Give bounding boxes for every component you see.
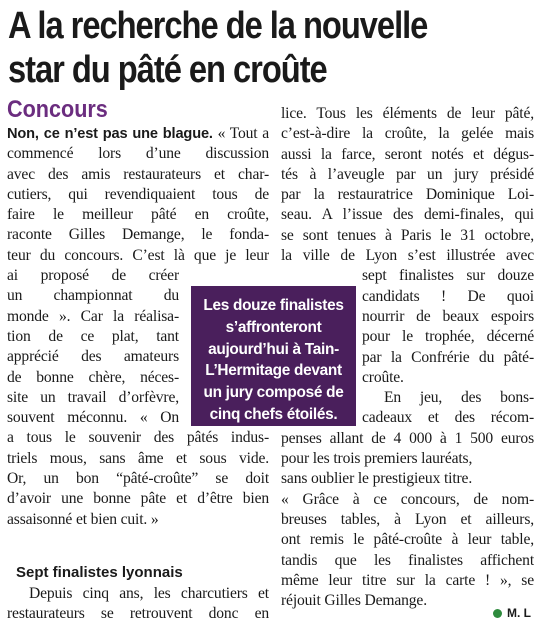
- text-line: ai proposé de créer: [7, 267, 179, 285]
- text-line: monde ». Car la réalisa-: [7, 307, 179, 325]
- text-fragment: « Tout a: [217, 125, 269, 142]
- text-line: aussi la farce, seront notés et dégus-: [281, 145, 534, 163]
- headline: [8, 4, 536, 92]
- text-line: sept finalistes sur douze: [362, 267, 534, 285]
- text-line: souvent méconnu. « On: [7, 409, 179, 427]
- pull-quote-line: aujourd’hui à Tain-: [208, 340, 339, 358]
- text-line: pour les trois premiers lauréats,: [281, 450, 473, 468]
- text-line: restaurateurs se retrouvent donc en: [7, 605, 269, 623]
- author-initials: M. L: [507, 606, 531, 620]
- text-line: faire le meilleur pâté en croûte,: [7, 206, 269, 224]
- text-line: pour le trophée, décerné: [362, 328, 534, 346]
- text-line: triels mous, sans âme et sous vide.: [7, 449, 269, 467]
- text-line: d’avoir une bonne pâte et d’être bien: [7, 490, 269, 508]
- pull-quote: [191, 286, 356, 426]
- text-line: la ville de Lyon s’est illustrée avec: [281, 247, 534, 265]
- text-line: site un travail d’orfèvre,: [7, 388, 179, 406]
- text-line: penses allant de 4 000 à 1 500 euros: [281, 429, 534, 447]
- text-line: ont remis le pâté-croûte à leur table,: [281, 531, 534, 549]
- text-line: cutiers, qui revendiquaient tous de: [7, 185, 269, 203]
- headline-line: A la recherche de la nouvelle: [8, 5, 428, 47]
- text-line: raconte Gilles Demange, le fonda-: [7, 226, 269, 244]
- pull-quote-line: Les douze finalistes: [203, 297, 344, 314]
- text-line: tandis que les finalistes affichent: [281, 551, 534, 569]
- text-line: se sont tenues à Paris le 31 octobre,: [281, 226, 534, 244]
- bullet-dot-icon: [493, 609, 502, 618]
- text-line: commencé lors d’une discussion: [7, 145, 269, 163]
- text-line: c’est-à-dire la croûte, la gelée mais: [281, 125, 534, 143]
- text-line: [7, 124, 269, 144]
- pull-quote-line: L’Hermitage devant: [205, 362, 342, 380]
- text-line: même leur titre sur la carte ! », se: [281, 571, 534, 589]
- text-line: assaisonné et bien cuit. »: [7, 510, 159, 528]
- text-line: teur du concours. C’est là que je leur: [7, 246, 269, 264]
- text-line: nourrir de beaux espoirs: [362, 307, 534, 325]
- author-signature: [493, 606, 531, 620]
- text-line: avec des amis restaurateurs et char-: [7, 165, 269, 183]
- text-line: breuses tables, à Lyon et ailleurs,: [281, 510, 534, 528]
- text-line: En jeu, des bons-: [384, 389, 534, 407]
- pull-quote-line: cinq chefs étoilés.: [209, 405, 338, 423]
- text-line: Depuis cinq ans, les charcutiers et: [29, 585, 269, 602]
- text-line: croûte.: [362, 368, 404, 386]
- text-line: cadeaux et des récom-: [362, 409, 534, 427]
- pull-quote-line: un jury composé de: [203, 384, 344, 402]
- text-line: Or, un bon “pâté-croûte” se doit: [7, 470, 269, 488]
- article-column-1-continued: [7, 584, 269, 625]
- text-line: tion de ce plat, tant: [7, 327, 179, 345]
- pull-quote-line: s’affronteront: [225, 318, 322, 336]
- text-line: par la Confrérie du pâté-: [362, 348, 534, 366]
- text-line: seau. A l’issue des demi-finales, qui: [281, 206, 534, 224]
- text-line: un championnat du: [7, 287, 179, 305]
- text-line: candidats ! De quoi: [362, 287, 534, 305]
- lead-phrase: Non, ce n’est pas une blague.: [7, 126, 213, 142]
- text-line: lice. Tous les éléments de leur pâté,: [281, 105, 534, 122]
- text-line: de bonne chère, néces-: [7, 368, 179, 386]
- text-line: « Grâce à ce concours, de nom-: [281, 490, 534, 508]
- section-rubric: Concours: [7, 96, 108, 123]
- text-line: apprécié des amateurs: [7, 348, 179, 366]
- text-line: réjouit Gilles Demange.: [281, 592, 427, 610]
- text-line: sans oublier le prestigieux titre.: [281, 470, 473, 488]
- text-line: tés à l’aveugle par un jury présidé: [281, 165, 534, 183]
- subheading: Sept finalistes lyonnais: [16, 564, 183, 581]
- text-line: par la restauratrice Dominique Loi-: [281, 186, 534, 204]
- text-line: a tous le souvenir des pâtés indus-: [7, 429, 269, 447]
- headline-line: star du pâté en croûte: [8, 49, 327, 91]
